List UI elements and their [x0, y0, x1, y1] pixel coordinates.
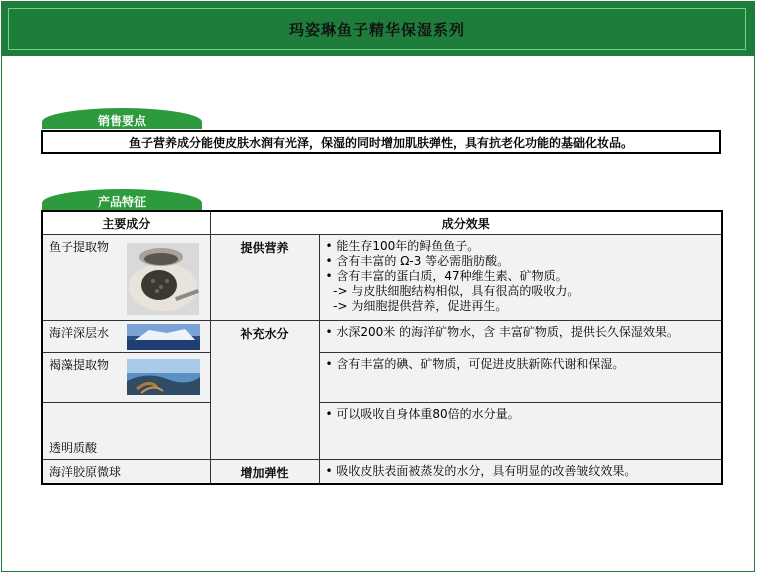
deep-sea-water-image [127, 324, 200, 350]
sales-points-text: 鱼子营养成分能使皮肤水润有光泽，保湿的同时增加肌肤弹性，具有抗老化功能的基础化妆品。 [128, 135, 633, 150]
table-row [42, 235, 722, 321]
ingredient-cell-hyaluronic [42, 403, 210, 460]
table-row [42, 403, 722, 460]
effect-algae: • 含有丰富的碘、矿物质，可促进皮肤新陈代谢和保湿。 [319, 353, 722, 403]
category-nutrition: 提供营养 [210, 235, 319, 321]
effect-line: • 能生存100年的鲟鱼鱼子。 [325, 239, 480, 253]
ingredient-cell-caviar [42, 235, 210, 321]
product-features-tab: 产品特征 [42, 189, 202, 210]
ingredient-label: 鱼子提取物 [49, 240, 110, 254]
header-banner [2, 2, 754, 56]
sales-points-tab: 销售要点 [42, 108, 202, 129]
ingredient-cell-seawater [42, 321, 210, 353]
page-title: 玛姿琳鱼子精华保湿系列 [288, 20, 465, 39]
category-elasticity: 增加弹性 [210, 460, 319, 485]
header-inner-border [8, 8, 746, 50]
features-table [41, 210, 723, 485]
effect-seawater: • 水深200米 的海洋矿物水，含 丰富矿物质，提供长久保湿效果。 [319, 321, 722, 353]
ingredient-column-header: 主要成分 [42, 211, 210, 235]
effect-line: • 含有丰富的 Ω-3 等必需脂肪酸。 [325, 254, 510, 268]
algae-image [127, 359, 200, 395]
table-row [42, 460, 722, 485]
ingredient-label: 海洋深层水 [49, 326, 110, 340]
ingredient-label: 海洋胶原微球 [49, 465, 122, 479]
category-moisture: 补充水分 [210, 321, 319, 460]
effect-line: -> 与皮肤细胞结构相似，具有很高的吸收力。 [325, 284, 580, 298]
effect-line: -> 为细胞提供营养，促进再生。 [325, 299, 508, 313]
ingredient-cell-algae [42, 353, 210, 403]
caviar-image [127, 243, 199, 315]
ingredient-label: 褐藻提取物 [49, 358, 110, 372]
table-row [42, 321, 722, 353]
effect-collagen: • 吸收皮肤表面被蒸发的水分，具有明显的改善皱纹效果。 [319, 460, 722, 485]
sales-points-box [41, 130, 721, 154]
table-header-row [42, 211, 722, 235]
table-row [42, 353, 722, 403]
effect-column-header: 成分效果 [210, 211, 722, 235]
effect-nutrition [319, 235, 722, 321]
ingredient-label: 透明质酸 [49, 441, 98, 455]
effect-hyaluronic: • 可以吸收自身体重80倍的水分量。 [319, 403, 722, 460]
effect-line: • 含有丰富的蛋白质，47种维生素、矿物质。 [325, 269, 568, 283]
ingredient-cell-collagen [42, 460, 210, 485]
